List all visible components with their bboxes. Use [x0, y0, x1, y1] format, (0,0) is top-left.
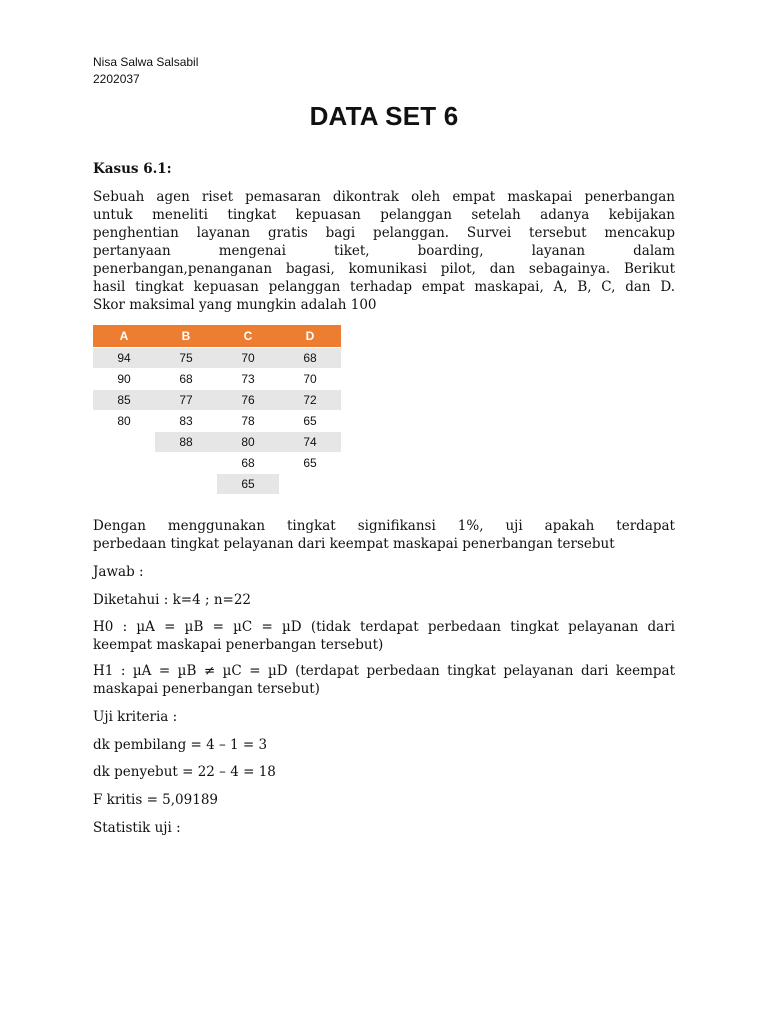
table-cell: 68: [155, 369, 217, 390]
test-statistic-label: Statistik uji :: [93, 820, 181, 836]
author-name: Nisa Salwa Salsabil: [93, 55, 199, 69]
table-cell: 88: [155, 432, 217, 453]
null-hypothesis: [93, 618, 675, 654]
f-critical: F kritis = 5,09189: [93, 792, 219, 808]
case-heading: Kasus 6.1:: [93, 161, 172, 177]
intro-paragraph: [93, 188, 675, 314]
table-cell: 70: [279, 369, 341, 390]
table-cell: 94: [93, 348, 155, 369]
h0-line: H0 : µA = µB = µC = µD (tidak terdapat perbedaan tingkat pelayanan dari: [93, 619, 675, 635]
intro-line: penerbangan,penanganan bagasi, komunikasi pilot, dan sebagainya. Berikut: [93, 261, 675, 277]
table-row: [93, 390, 341, 411]
dk-numerator: dk pembilang = 4 – 1 = 3: [93, 737, 268, 753]
table-cell: 77: [155, 390, 217, 411]
author-block: [93, 54, 198, 88]
table-cell: [93, 453, 155, 474]
page-title: DATA SET 6: [309, 101, 459, 131]
table-cell: 80: [93, 411, 155, 432]
intro-line: pertanyaan mengenai tiket, boarding, layanan dalam: [93, 243, 675, 259]
intro-line: Sebuah agen riset pemasaran dikontrak oleh empat maskapai penerbangan: [93, 189, 675, 205]
table-cell: 65: [279, 411, 341, 432]
intro-line: hasil tingkat kepuasan pelanggan terhadap empat maskapai, A, B, C, dan D.: [93, 279, 675, 295]
table-cell: [155, 453, 217, 474]
table-cell: 68: [279, 348, 341, 369]
table-cell: [93, 432, 155, 453]
table-row: [93, 474, 341, 495]
table-cell: 76: [217, 390, 279, 411]
criteria-label: Uji kriteria :: [93, 709, 178, 725]
table-cell: 68: [217, 453, 279, 474]
table-cell: [279, 474, 341, 495]
author-id: 2202037: [93, 72, 140, 86]
satisfaction-table: [93, 325, 341, 494]
answer-label: Jawab :: [93, 564, 144, 580]
table-cell: 65: [279, 453, 341, 474]
table-cell: 75: [155, 348, 217, 369]
table-cell: 70: [217, 348, 279, 369]
table-cell: 80: [217, 432, 279, 453]
header-cell: A: [93, 325, 155, 348]
table-row: [93, 453, 341, 474]
known-values: Diketahui : k=4 ; n=22: [93, 592, 252, 608]
table-row: [93, 432, 341, 453]
h0-line: keempat maskapai penerbangan tersebut): [93, 637, 384, 653]
table-cell: 65: [217, 474, 279, 495]
question-line: perbedaan tingkat pelayanan dari keempat maskapai penerbangan tersebut: [93, 536, 615, 552]
table-row: [93, 348, 341, 369]
table-cell: [93, 474, 155, 495]
question-paragraph: [93, 517, 675, 553]
header-cell: B: [155, 325, 217, 348]
table-cell: 73: [217, 369, 279, 390]
intro-line: untuk meneliti tingkat kepuasan pelanggan setelah adanya kebijakan: [93, 207, 675, 223]
intro-line: Skor maksimal yang mungkin adalah 100: [93, 297, 377, 313]
table-row: [93, 369, 341, 390]
h1-line: H1 : µA = µB ≠ µC = µD (terdapat perbedaan tingkat pelayanan dari keempat: [93, 663, 675, 679]
h1-line: maskapai penerbangan tersebut): [93, 681, 320, 697]
table-cell: 83: [155, 411, 217, 432]
intro-line: penghentian layanan gratis bagi pelanggan. Survei tersebut mencakup: [93, 225, 675, 241]
table-cell: 90: [93, 369, 155, 390]
alternative-hypothesis: [93, 662, 675, 698]
table-cell: 74: [279, 432, 341, 453]
table-row: [93, 411, 341, 432]
table-cell: [155, 474, 217, 495]
header-cell: D: [279, 325, 341, 348]
table-cell: 72: [279, 390, 341, 411]
table-header-row: [93, 325, 341, 348]
table-cell: 85: [93, 390, 155, 411]
dk-denominator: dk penyebut = 22 – 4 = 18: [93, 764, 276, 780]
question-line: Dengan menggunakan tingkat signifikansi 1%, uji apakah terdapat: [93, 518, 675, 534]
table-cell: 78: [217, 411, 279, 432]
header-cell: C: [217, 325, 279, 348]
